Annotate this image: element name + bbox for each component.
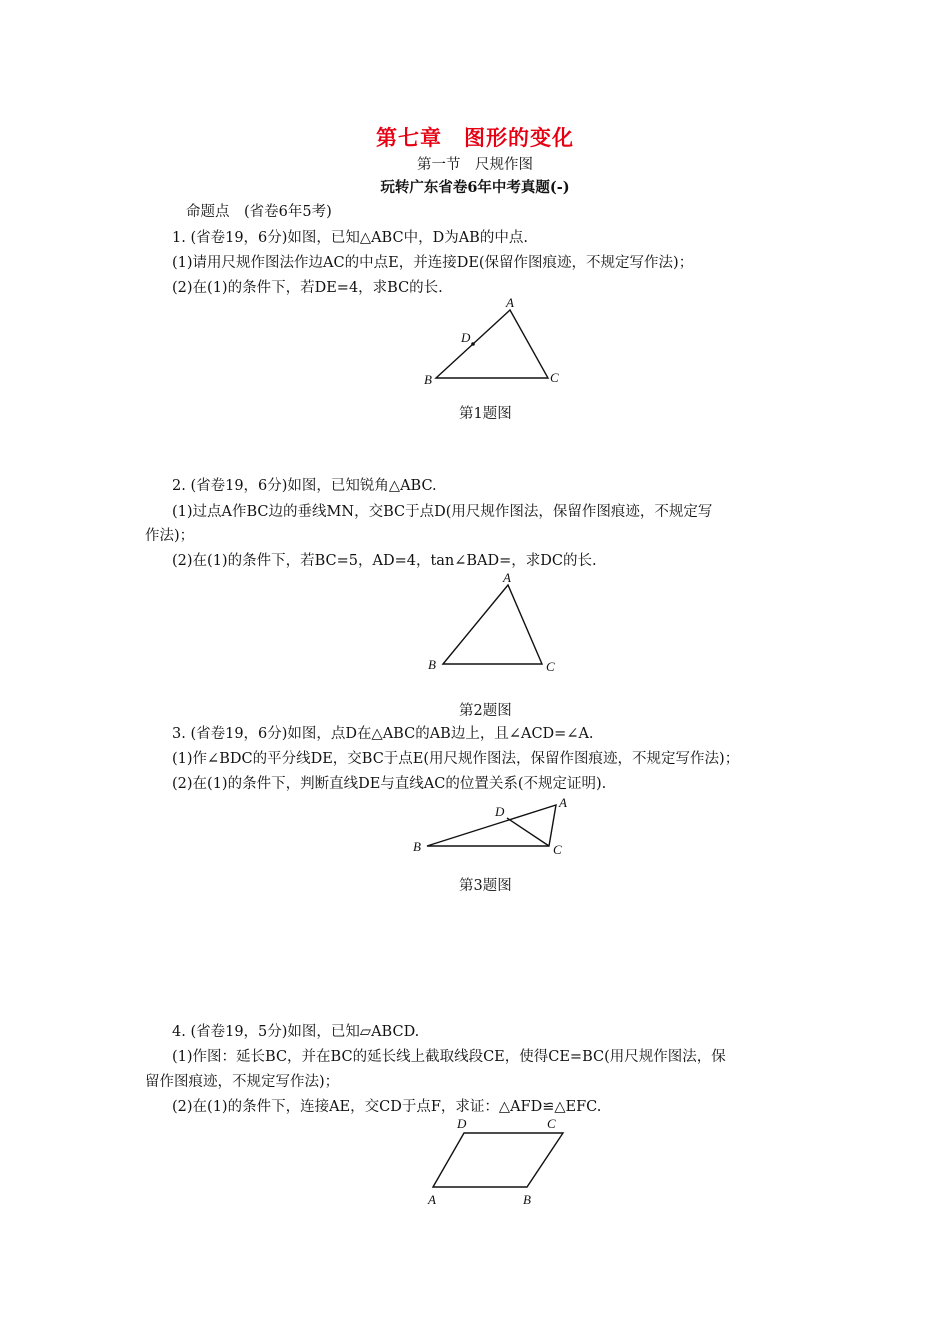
label-a: A [506, 295, 514, 310]
label-b: B [523, 1192, 531, 1207]
label-c: C [553, 842, 562, 857]
point-d [471, 342, 475, 346]
label-a: A [559, 795, 567, 810]
problem-3-figure [405, 790, 585, 860]
problem-2-part-2: (2)在(1)的条件下，若BC=5，AD=4，tan∠BAD=，求DC的长. [172, 553, 597, 569]
label-a: A [428, 1192, 436, 1207]
problem-1-part-1: (1)请用尺规作图法作边AC的中点E，并连接DE(保留作图痕迹，不规定写作法)； [172, 255, 694, 271]
label-d: D [495, 804, 505, 819]
triangle-abc [436, 310, 548, 378]
problem-3-part-1: (1)作∠BDC的平分线DE，交BC于点E(用尺规作图法，保留作图痕迹，不规定写作法)； [172, 751, 740, 767]
problem-4-part-1: (1)作图：延长BC，并在BC的延长线上截取线段CE，使得CE=BC(用尺规作图法，保 [172, 1049, 726, 1065]
problem-4-figure [420, 1112, 570, 1212]
problem-3-part-2: (2)在(1)的条件下，判断直线DE与直线AC的位置关系(不规定证明). [172, 776, 607, 792]
figure-1-caption: 第1题图 [459, 406, 512, 422]
problem-1-part-2: (2)在(1)的条件下，若DE=4，求BC的长. [172, 280, 443, 296]
label-c: C [546, 659, 555, 674]
segment-dc [507, 818, 549, 846]
label-b: B [428, 657, 436, 672]
page-subtitle: 玩转广东省卷6年中考真题(-) [380, 179, 570, 196]
problem-4-stem: 4. (省卷19，5分)如图，已知▱ABCD. [172, 1024, 420, 1040]
problem-4-part-2: (2)在(1)的条件下，连接AE，交CD于点F，求证：△AFD≌△EFC. [172, 1099, 602, 1115]
label-d: D [457, 1116, 467, 1131]
topic-line: 命题点 (省卷6年5考) [186, 204, 332, 220]
problem-2-stem: 2. (省卷19，6分)如图，已知锐角△ABC. [172, 478, 437, 494]
label-a: A [503, 570, 511, 585]
parallelogram-abcd [433, 1133, 563, 1187]
label-d: D [461, 330, 471, 345]
problem-2-figure [420, 568, 570, 678]
problem-1-figure [410, 292, 570, 392]
triangle-abc [427, 805, 556, 846]
problem-3-stem: 3. (省卷19，6分)如图，点D在△ABC的AB边上，且∠ACD=∠A. [172, 726, 594, 742]
triangle-abc [443, 585, 542, 664]
figure-2-caption: 第2题图 [459, 703, 512, 719]
label-b: B [424, 372, 432, 387]
problem-2-part-1-cont: 作法)； [145, 528, 195, 544]
label-c: C [550, 370, 559, 385]
problem-4-part-1-cont: 留作图痕迹，不规定写作法)； [145, 1074, 340, 1090]
problem-2-part-1: (1)过点A作BC边的垂线MN，交BC于点D(用尺规作图法，保留作图痕迹，不规定写 [172, 504, 713, 520]
problem-1-stem: 1. (省卷19，6分)如图，已知△ABC中，D为AB的中点. [172, 230, 528, 246]
label-b: B [413, 839, 421, 854]
label-c: C [547, 1116, 556, 1131]
figure-3-caption: 第3题图 [459, 878, 512, 894]
chapter-title: 第七章 图形的变化 [376, 126, 574, 150]
section-title: 第一节 尺规作图 [417, 157, 533, 173]
